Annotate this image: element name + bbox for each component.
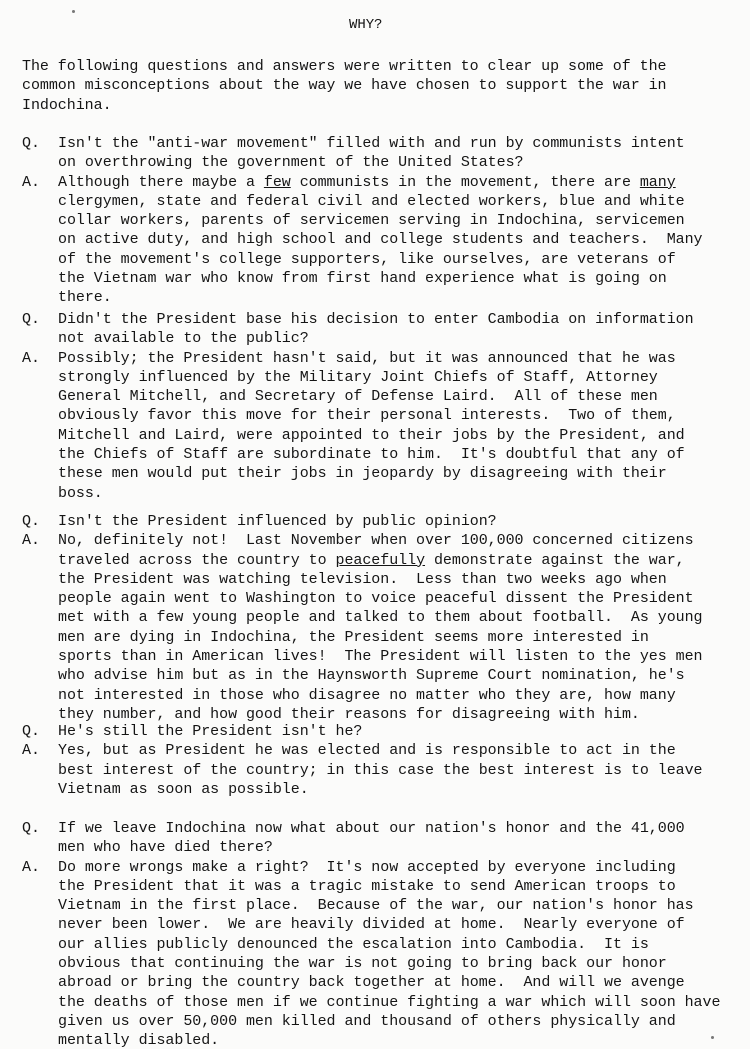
scan-speck <box>72 10 75 13</box>
answer-row <box>22 858 742 1051</box>
question-row <box>22 722 742 741</box>
question-row <box>22 819 742 858</box>
answer-row <box>22 741 742 799</box>
answer-text <box>58 173 742 308</box>
answer-text: Possibly; the President hasn't said, but it was announced that he was strongly influenced by the Military Joint Chiefs of Staff, Attorney General Mitchell, and Secretary of Defense Laird. All of these men obviously favor this move for their personal interests. Two of them, Mitchell and Laird, were appointed to their jobs by the President, and the Chiefs of Staff are subordinate to him. It's doubtful that any of these men would put their jobs in jeopardy by disagreeing with their boss. <box>58 349 685 502</box>
answer-text-part: communists in the movement, there are <box>290 173 640 191</box>
answer-row <box>22 173 742 308</box>
question-label: Q. <box>22 311 40 328</box>
underlined-word-peacefully: peacefully <box>335 551 426 569</box>
answer-label: A. <box>22 742 40 760</box>
qa-item-5 <box>22 819 742 1051</box>
question-row <box>22 134 742 173</box>
question-text: He's still the President isn't he? <box>58 723 363 740</box>
qa-item-2 <box>22 310 742 503</box>
underlined-word-many: many <box>639 173 676 191</box>
answer-text-part: demonstrate against the war, the President was watching television. Less than two weeks ago when people again went to Washington to voice peaceful dissent the President met with a few young people and talked to them about football. As young men are dying in Indochina, the President seems more interested in sports than in American lives! The President will listen to the yes men who advise him but as in the Haynsworth Supreme Court nomination, he's not interested in those who disagree no matter who they are, how many they number, and how good their reasons for disagreeing with him. <box>58 551 703 723</box>
answer-row <box>22 531 742 724</box>
question-text: Isn't the President influenced by public opinion? <box>58 513 497 530</box>
question-label: Q. <box>22 723 40 740</box>
underlined-word-few: few <box>263 173 291 191</box>
answer-text-part: clergymen, state and federal civil and elected workers, blue and white collar workers, parents of servicemen serving in Indochina, servicemen on active duty, and high school and college students and teachers. Many of the movement's college supporters, like ourselves, are veterans of the Vietnam war who know from first hand experience what is going on there. <box>58 192 703 307</box>
answer-text-part: No, definitely not! Last November when over 100,000 concerned citizens traveled across the country to <box>58 532 694 569</box>
answer-text: Do more wrongs make a right? It's now accepted by everyone including the President that it was a tragic mistake to send American troops to Vietnam in the first place. Because of the war, our nation's honor has never been lower. We are heavily divided at home. Nearly everyone of our allies publicly denounced the escalation into Cambodia. It is obvious that continuing the war is not going to bring back our honor abroad or bring the country back together at home. And will we avenge the deaths of those men if we continue fighting a war which will soon have given us over 50,000 men killed and thousand of others physically and mentally disabled. <box>58 858 721 1050</box>
answer-label: A. <box>22 173 40 191</box>
answer-label: A. <box>22 858 40 876</box>
question-label: Q. <box>22 513 40 530</box>
question-row <box>22 512 742 531</box>
question-text: If we leave Indochina now what about our nation's honor and the 41,000 men who have died there? <box>58 820 685 857</box>
qa-item-3 <box>22 512 742 724</box>
question-label: Q. <box>22 820 40 837</box>
answer-text-part: Although there maybe a <box>58 173 264 191</box>
question-label: Q. <box>22 135 40 152</box>
answer-label: A. <box>22 349 40 367</box>
question-text: Isn't the "anti-war movement" filled with and run by communists intent on overthrowing the government of the United States? <box>58 135 685 172</box>
answer-label: A. <box>22 532 40 550</box>
question-text: Didn't the President base his decision to enter Cambodia on information not available to the public? <box>58 311 694 348</box>
qa-item-4 <box>22 722 742 799</box>
answer-text: Yes, but as President he was elected and is responsible to act in the best interest of the country; in this case the best interest is to leave Vietnam as soon as possible. <box>58 742 703 798</box>
scan-speck <box>711 1036 714 1039</box>
question-row <box>22 310 742 349</box>
answer-text <box>58 531 742 724</box>
answer-row <box>22 349 742 503</box>
document-title: WHY? <box>349 17 383 33</box>
intro-paragraph: The following questions and answers were written to clear up some of the common misconceptions about the way we have chosen to support the war in Indochina. <box>22 58 667 114</box>
qa-item-1 <box>22 134 742 308</box>
